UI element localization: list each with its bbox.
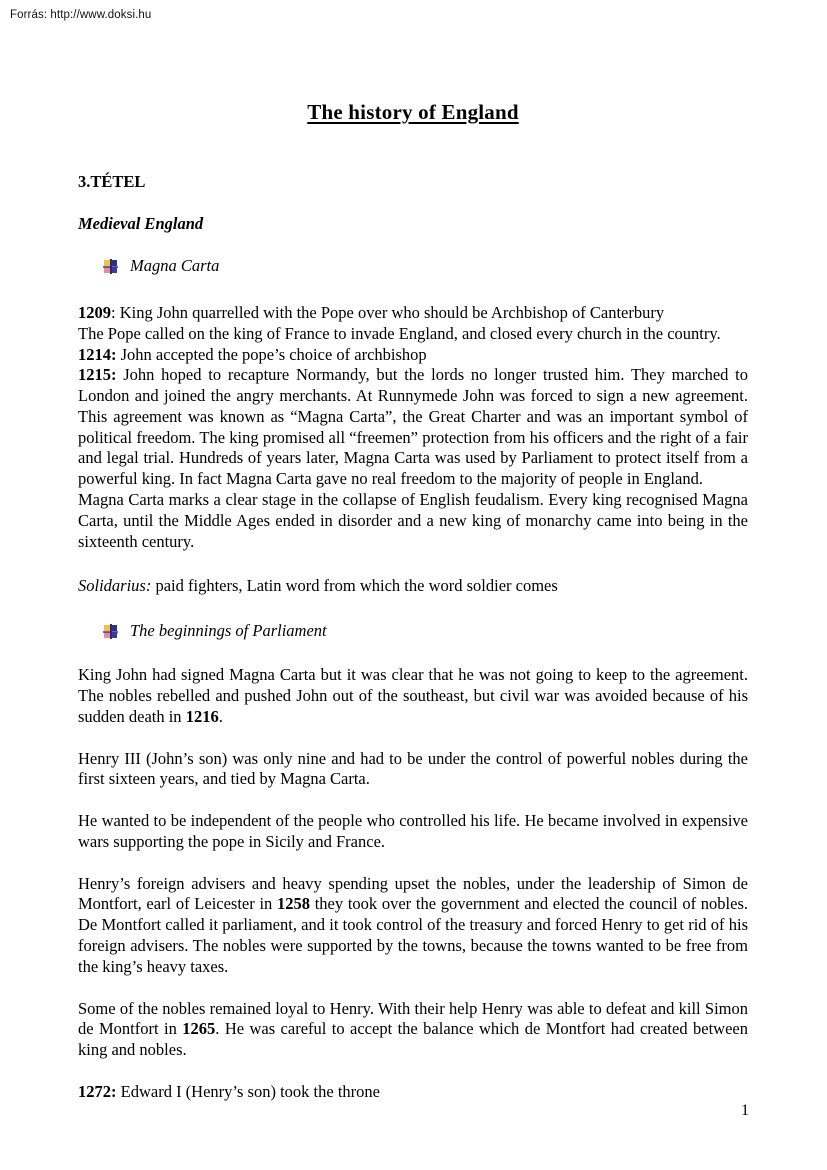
year-1265: 1265 — [182, 1019, 216, 1039]
paragraph-feudalism: Magna Carta marks a clear stage in the collapse of English feudalism. Every king recognised Magna Carta, until the Middle Ages ended in disorder and a new king of monarchy came into being in the sixteenth century. — [78, 490, 748, 551]
section-number-heading: 3.TÉTEL — [78, 172, 146, 191]
paragraph-5-before: Some of the nobles remained loyal to Henry. With their help Henry was able to defeat and kill Simon de Montfort in — [78, 998, 748, 1039]
source-watermark-header: Forrás: http://www.doksi.hu — [10, 9, 152, 21]
entry-1214-text: John accepted the pope’s choice of archbishop — [116, 344, 427, 364]
bullet-label: Magna Carta — [130, 256, 220, 275]
multicolor-square-bullet-icon — [104, 260, 117, 273]
document-content — [78, 0, 748, 1103]
paragraph-4-after: they took over the government and elected the council of nobles. De Montfort called it parliament, and it took control of the treasury and forced Henry to get rid of his foreign advisers. The nobles were supported by the towns, because the towns wanted to be free from the king’s heavy taxes. — [78, 894, 748, 976]
paragraph-henry-iii: Henry III (John’s son) was only nine and had to be under the control of powerful nobles during the first sixteen years, and tied by Magna Carta. — [78, 748, 748, 789]
solidarius-definition: paid fighters, Latin word from which the word soldier comes — [151, 576, 558, 596]
paragraph-4-before: Henry’s foreign advisers and heavy spending upset the nobles, under the leadership of Simon de Montfort, earl of Leicester in — [78, 873, 748, 914]
paragraph-5-after: . He was careful to accept the balance which de Montfort had created between king and nobles. — [78, 1019, 748, 1060]
paragraph-loyal-nobles — [78, 978, 748, 1061]
entry-1272-text: Edward I (Henry’s son) took the throne — [116, 1081, 380, 1101]
page-title: The history of England — [307, 100, 519, 124]
paragraph-1-before: King John had signed Magna Carta but it was clear that he was not going to keep to the agreement. The nobles rebelled and pushed John out of the southeast, but civil war was avoided because of his sudden death in — [78, 665, 748, 726]
year-1258: 1258 — [277, 894, 310, 914]
year-1214: 1214: — [78, 344, 117, 364]
paragraph-king-john-signed — [78, 641, 748, 727]
paragraph-independence: He wanted to be independent of the people who controlled his life. He became involved in expensive wars supporting the pope in Sicily and France. — [78, 811, 748, 851]
year-1209: 1209 — [78, 303, 111, 322]
bullet-label: The beginnings of Parliament — [130, 621, 327, 641]
paragraph-1272 — [78, 1061, 748, 1103]
bullet-heading-magna-carta — [78, 234, 748, 276]
year-1215: 1215: — [78, 365, 117, 385]
paragraph-1209 — [78, 276, 748, 365]
year-1272: 1272: — [78, 1081, 117, 1101]
year-1216: 1216 — [185, 706, 219, 726]
entry-1215-text: John hoped to recapture Normandy, but the lords no longer trusted him. They marched to London and joined the angry merchants. At Runnymede John was forced to sign a new agreement. This agreement was known as “Magna Carta”, the Great Charter and was an important symbol of political freedom. The king promised all “freemen” protection from his officers and the right of a fair and legal trial. Hundreds of years later, Magna Carta was used by Parliament to protect itself from a powerful king. In fact Magna Carta gave no real freedom to the majority of people in England. — [78, 365, 748, 489]
multicolor-square-bullet-icon — [104, 625, 117, 638]
page-number: 1 — [741, 1102, 749, 1119]
paragraph-simon-de-montfort — [78, 853, 748, 978]
bullet-heading-parliament — [78, 597, 748, 641]
paragraph-solidarius — [78, 552, 748, 597]
solidarius-term: Solidarius: — [78, 576, 152, 596]
entry-1209-text: : King John quarrelled with the Pope over who should be Archbishop of Canterbury — [111, 303, 665, 322]
paragraph-1215 — [78, 365, 748, 490]
section-subheading: Medieval England — [78, 214, 204, 233]
entry-pope-line: The Pope called on the king of France to invade England, and closed every church in the country. — [78, 323, 721, 343]
paragraph-1-after: . — [218, 706, 223, 726]
